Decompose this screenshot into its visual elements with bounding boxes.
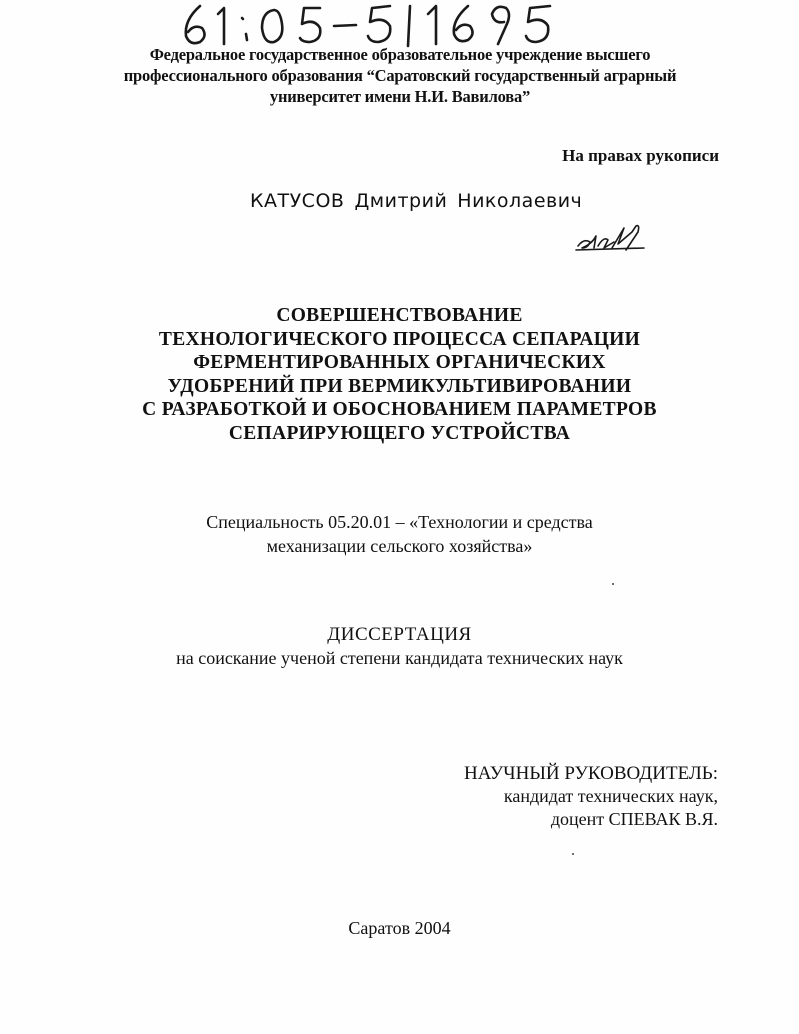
dissertation-heading: ДИССЕРТАЦИЯ bbox=[327, 624, 472, 645]
institution-line-2: профессионального образования “Саратовский государственный аграрный bbox=[123, 66, 677, 85]
archive-mark-drawing bbox=[178, 0, 578, 50]
institution-line-3: университет имени Н.И. Вавилова” bbox=[269, 87, 531, 106]
scan-speck bbox=[612, 583, 614, 585]
supervisor-degree: кандидат технических наук, bbox=[503, 786, 718, 806]
institution-block bbox=[120, 44, 680, 107]
author-patronymic: Николаевич bbox=[457, 190, 583, 212]
scan-speck bbox=[572, 853, 574, 855]
author-surname: КАТУСОВ bbox=[250, 190, 345, 212]
title-line-2: ТЕХНОЛОГИЧЕСКОГО ПРОЦЕССА СЕПАРАЦИИ bbox=[158, 328, 641, 350]
title-line-1: СОВЕРШЕНСТВОВАНИЕ bbox=[276, 305, 523, 326]
author-signature bbox=[574, 218, 654, 258]
title-line-3: ФЕРМЕНТИРОВАННЫХ ОРГАНИЧЕСКИХ bbox=[193, 352, 606, 373]
signature-drawing bbox=[574, 218, 654, 258]
institution-line-1: Федеральное государственное образовательное учреждение высшего bbox=[149, 45, 651, 64]
dissertation-subheading: на соискание ученой степени кандидата технических наук bbox=[176, 648, 623, 668]
supervisor-block bbox=[464, 762, 718, 831]
specialty-line-2: механизации сельского хозяйства» bbox=[266, 536, 533, 556]
specialty-block bbox=[0, 510, 799, 558]
author-name bbox=[250, 190, 582, 212]
rights-note: На правах рукописи bbox=[562, 146, 719, 165]
specialty-line-1: Специальность 05.20.01 – «Технологии и средства bbox=[206, 512, 593, 532]
supervisor-name: доцент СПЕВАК В.Я. bbox=[550, 809, 718, 829]
supervisor-heading: НАУЧНЫЙ РУКОВОДИТЕЛЬ: bbox=[464, 763, 718, 784]
title-line-6: СЕПАРИРУЮЩЕГО УСТРОЙСТВА bbox=[228, 422, 571, 444]
city-year: Саратов 2004 bbox=[348, 918, 451, 938]
title-line-4: УДОБРЕНИЙ ПРИ ВЕРМИКУЛЬТИВИРОВАНИИ bbox=[167, 375, 632, 397]
dissertation-title bbox=[0, 304, 799, 445]
title-line-5: С РАЗРАБОТКОЙ И ОБОСНОВАНИЕМ ПАРАМЕТРОВ bbox=[142, 399, 657, 420]
author-given-name: Дмитрий bbox=[354, 190, 448, 212]
handwritten-archive-mark bbox=[178, 0, 578, 50]
